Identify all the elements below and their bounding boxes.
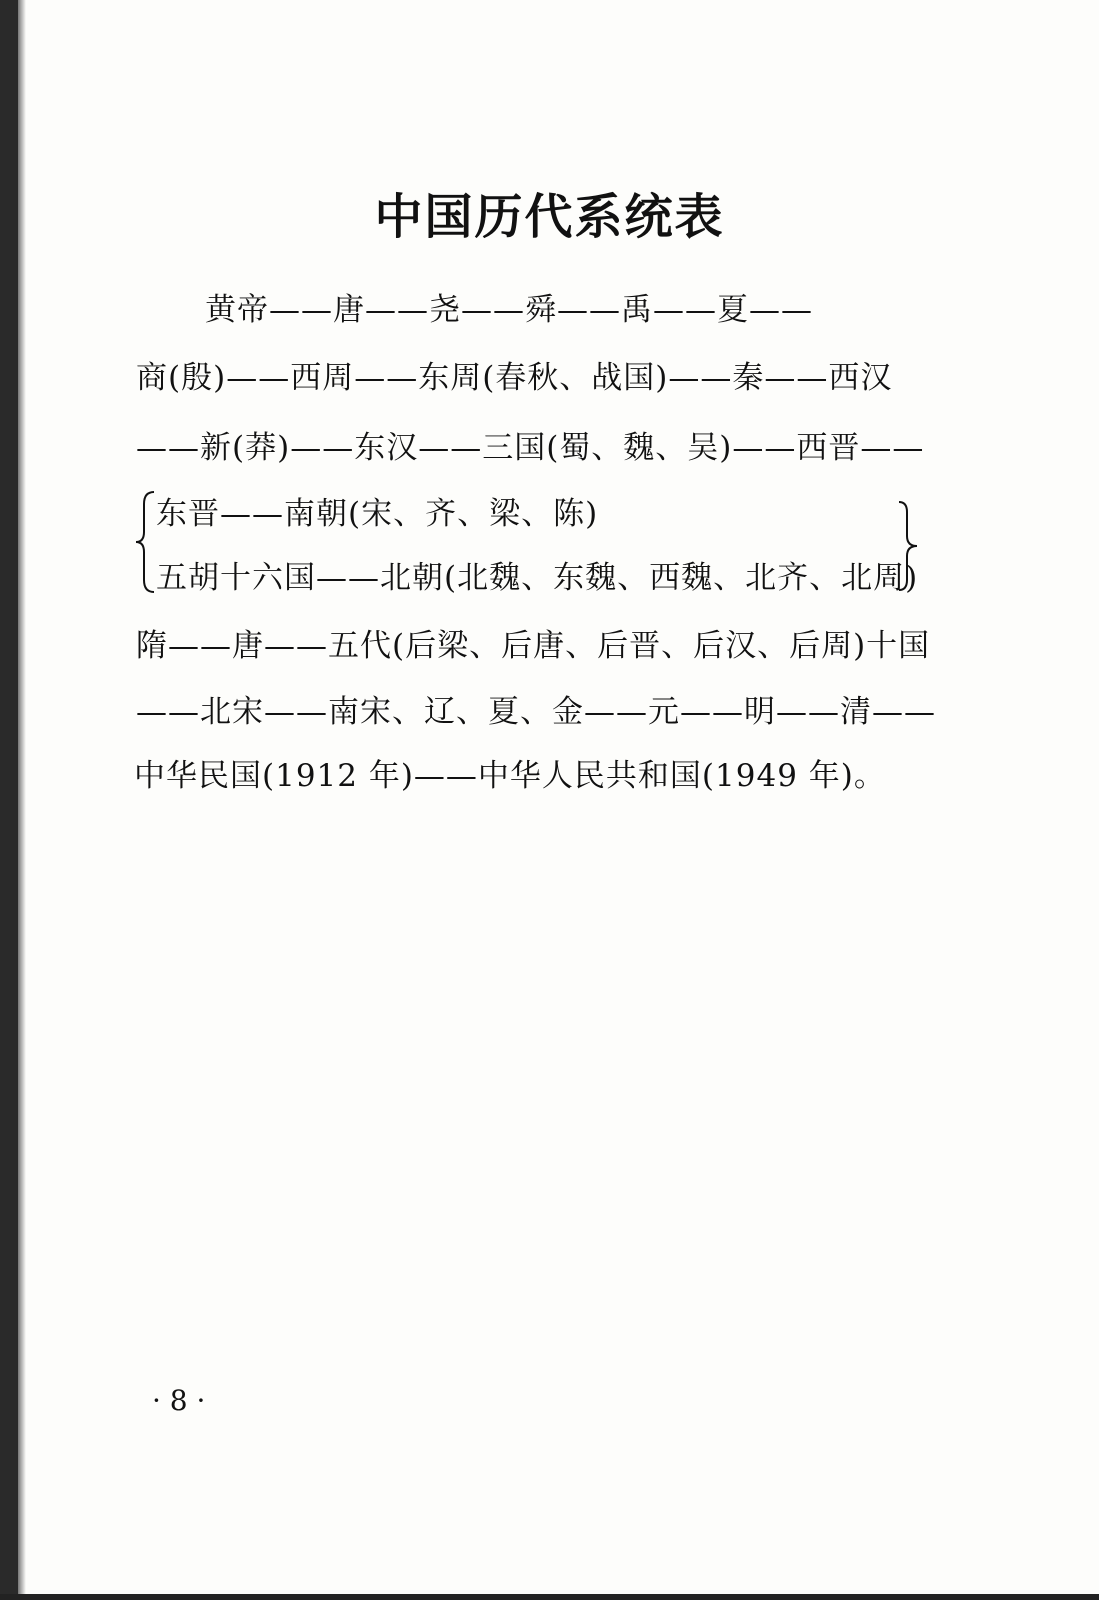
dynasty-line-6: 中华民国(1912 年)——中华人民共和国(1949 年)。 bbox=[134, 758, 886, 794]
dynasty-line-2: 商(殷)——西周——东周(春秋、战国)——秦——西汉 bbox=[136, 360, 893, 396]
page-title: 中国历代系统表 bbox=[374, 189, 725, 245]
dynasty-line-4: 隋——唐——五代(后梁、后唐、后晋、后汉、后周)十国 bbox=[136, 628, 931, 664]
dynasty-line-5: ——北宋——南宋、辽、夏、金——元——明——清—— bbox=[136, 694, 936, 730]
branch-northern-line: 五胡十六国——北朝(北魏、东魏、西魏、北齐、北周) bbox=[156, 560, 919, 596]
dynasty-line-1: 黄帝——唐——尧——舜——禹——夏—— bbox=[205, 292, 813, 328]
page-number: · 8 · bbox=[152, 1384, 206, 1417]
scan-bottom-border bbox=[0, 1594, 1099, 1600]
right-brace bbox=[895, 498, 919, 594]
left-brace bbox=[134, 488, 158, 596]
dynasty-line-3: ——新(莽)——东汉——三国(蜀、魏、吴)——西晋—— bbox=[136, 430, 925, 466]
branch-southern-line: 东晋——南朝(宋、齐、梁、陈) bbox=[156, 496, 599, 532]
